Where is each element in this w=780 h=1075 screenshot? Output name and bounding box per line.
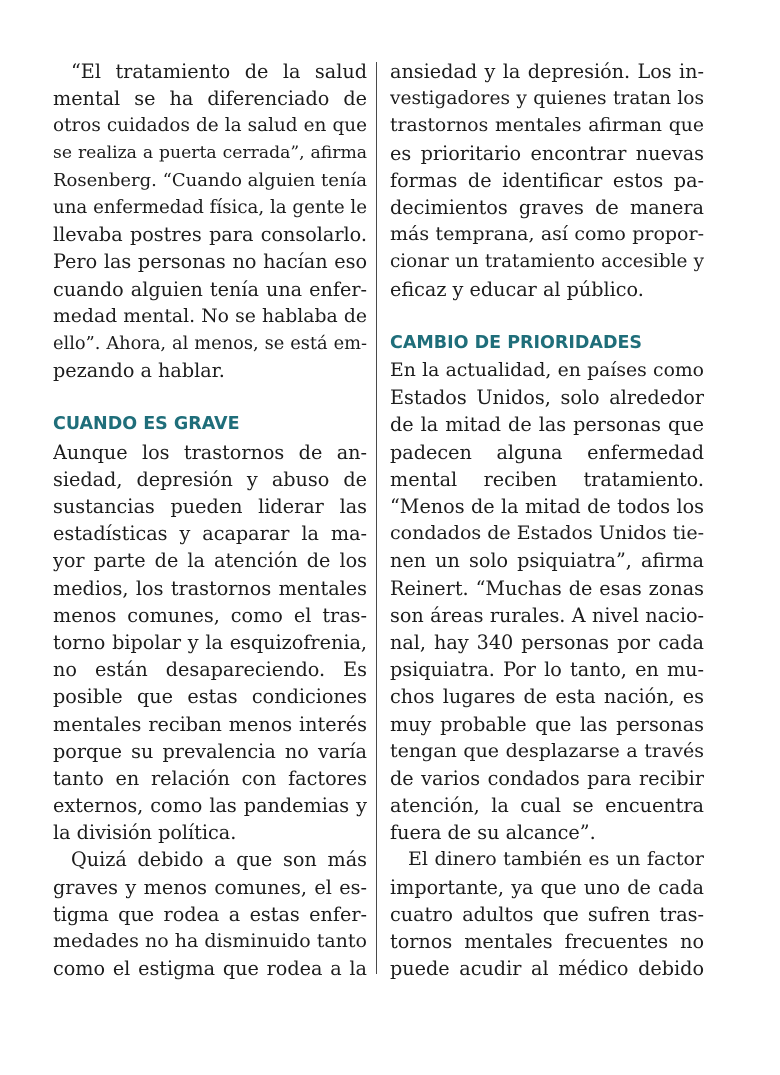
text-line: no están desapareciendo. Es <box>53 658 367 682</box>
text-line: siedad, depresión y abuso de <box>53 467 367 491</box>
text-line: posible que estas condiciones <box>53 685 367 709</box>
text-line: nen un solo psiquiatra”, afirma <box>390 549 704 573</box>
text-line: mental se ha diferenciado de <box>53 87 367 111</box>
text-line: de la mitad de las personas que <box>390 413 704 437</box>
text-line: tanto en relación con factores <box>53 766 367 790</box>
column-divider <box>376 62 377 974</box>
left-column <box>53 58 367 982</box>
text-line: Pero las personas no hacían eso <box>53 250 367 274</box>
text-line: torno bipolar y la esquizofrenia, <box>53 630 367 654</box>
paragraph-dinero <box>390 846 704 982</box>
text-line: “Menos de la mitad de todos los <box>390 495 704 518</box>
text-line: porque su prevalencia no varía <box>53 739 367 763</box>
text-line: condados de Estados Unidos tie- <box>390 522 704 545</box>
text-line: Reinert. “Muchas de esas zonas <box>390 576 704 600</box>
text-line: eficaz y educar al público. <box>390 277 644 301</box>
text-line: Rosenberg. “Cuando alguien tenía <box>53 169 367 191</box>
text-line: En la actualidad, en países como <box>390 360 704 382</box>
text-line: graves y menos comunes, el es- <box>53 875 367 899</box>
paragraph-cuando-es-grave <box>53 439 367 847</box>
text-line: tigma que rodea a estas enfer- <box>53 902 367 926</box>
text-line: medad mental. No se hablaba de <box>53 305 367 327</box>
text-line: trastornos mentales afirman que <box>390 115 704 137</box>
text-line: mentales reciban menos interés <box>53 712 367 736</box>
text-line: medios, los trastornos mentales <box>53 576 367 600</box>
text-line: mental reciben tratamiento. <box>390 467 704 491</box>
text-line: vestigadores y quienes tratan los <box>390 88 704 110</box>
text-line: pezando a hablar. <box>53 359 225 383</box>
paragraph-intro-quote <box>53 58 367 384</box>
text-line: decimientos graves de manera <box>390 195 704 219</box>
text-line: medades no ha disminuido tanto <box>53 930 367 952</box>
text-line: chos lugares de esta nación, es <box>390 685 704 709</box>
text-line: atención, la cual se encuentra <box>390 794 704 818</box>
text-line: la división política. <box>53 821 237 845</box>
text-line: importante, ya que uno de cada <box>390 875 704 899</box>
text-line: Quizá debido a que son más <box>71 848 367 872</box>
text-line: Estados Unidos, solo alrededor <box>390 386 704 410</box>
text-line: ansiedad y la depresión. Los in- <box>390 60 704 83</box>
text-line: sustancias pueden liderar las <box>53 495 367 518</box>
text-line: externos, como las pandemias y <box>53 794 367 818</box>
text-line: puede acudir al médico debido <box>390 957 704 981</box>
section-heading-cambio-de-prioridades: CAMBIO DE PRIORIDADES <box>390 332 643 353</box>
text-line: de varios condados para recibir <box>390 766 704 790</box>
text-line: cionar un tratamiento accesible y <box>390 251 704 273</box>
section-heading-cuando-es-grave: CUANDO ES GRAVE <box>53 414 240 435</box>
paragraph-gap <box>390 303 704 330</box>
text-line: yor parte de la atención de los <box>53 549 367 573</box>
paragraph-gap <box>53 384 367 411</box>
text-line: formas de identificar estos pa- <box>390 168 704 192</box>
text-line: como el estigma que rodea a la <box>53 957 367 981</box>
text-line: nal, hay 340 personas por cada <box>390 630 704 654</box>
text-line: Aunque los trastornos de an- <box>53 440 367 464</box>
text-line: llevaba postres para consolarlo. <box>53 223 367 247</box>
text-line: cuando alguien tenía una enfer- <box>53 277 367 301</box>
text-line: fuera de su alcance”. <box>390 821 596 845</box>
text-line: tengan que desplazarse a través <box>390 739 704 762</box>
text-line: es prioritario encontrar nuevas <box>390 141 704 165</box>
text-line: ello”. Ahora, al menos, se está em- <box>53 332 367 354</box>
text-line: cuatro adultos que sufren tras- <box>390 902 704 926</box>
text-line: son áreas rurales. A nivel nacio- <box>390 603 704 627</box>
text-line: muy probable que las personas <box>390 712 704 736</box>
text-line: tornos mentales frecuentes no <box>390 930 704 953</box>
text-line: psiquiatra. Por lo tanto, en mu- <box>390 658 704 682</box>
text-line: una enfermedad física, la gente le <box>53 196 367 218</box>
text-line: padecen alguna enfermedad <box>390 440 704 464</box>
text-line: El dinero también es un factor <box>408 848 704 871</box>
text-line: menos comunes, como el tras- <box>53 603 367 627</box>
text-line: estadísticas y acaparar la ma- <box>53 522 367 546</box>
text-line: se realiza a puerta cerrada”, afirma <box>53 142 367 163</box>
paragraph-estigma <box>53 846 367 982</box>
text-line: otros cuidados de la salud en que <box>53 115 367 137</box>
right-column <box>390 58 704 982</box>
paragraph-cambio-de-prioridades <box>390 357 704 846</box>
paragraph-continuation <box>390 58 704 303</box>
text-line: “El tratamiento de la salud <box>71 60 367 83</box>
text-line: más temprana, así como propor- <box>390 223 704 246</box>
